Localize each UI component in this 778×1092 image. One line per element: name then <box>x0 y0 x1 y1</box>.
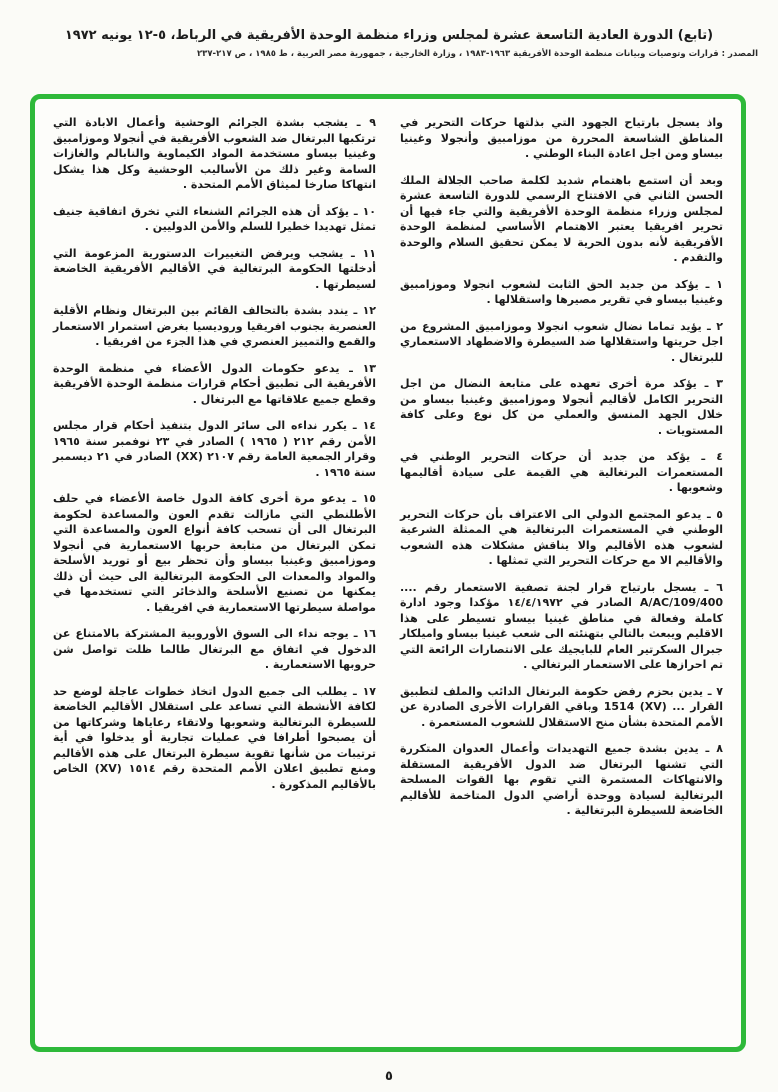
paragraph-item-9: ٩ ـ يشجب بشدة الجرائم الوحشية وأعمال الابادة التي ترتكبها البرتغال ضد الشعوب الأفريقية في أنجولا وموزامبيق وغينيا بيساو مستخدمة المواد الكيماوية والنابالم والغازات السامة وغير ذلك من الأساليب الوحشية وكل هذا يشكل انتهاكا صارخا لميثاق الأمم المتحدة . <box>53 116 376 191</box>
paragraph-intro-1: واذ يسجل بارتياح الجهود التي بذلتها حركات التحرير في المناطق الشاسعة المحررة من موزامبيق وأنجولا وغينيا بيساو ومن اجل اعادة البناء الوطني . <box>400 116 723 160</box>
column-right <box>400 115 723 1035</box>
paragraph-item-16: ١٦ ـ يوجه نداء الى السوق الأوروبية المشتركة بالامتناع عن الدخول في اتفاق مع البرتغال طالما ظلت تواصل شن حروبها الاستعمارية . <box>53 627 376 671</box>
paragraph-item-14: ١٤ ـ يكرر نداءه الى سائر الدول بتنفيذ أحكام قرار مجلس الأمن رقم ٢١٢ ( ١٩٦٥ ) الصادر في ٢٣ نوفمبر سنة ١٩٦٥ وقرار الجمعية العامة رقم ٢١٠٧ ‎(XX)‎ الصادر في ٢١ ديسمبر سنة ١٩٦٥ . <box>53 419 377 479</box>
paragraph-item-11: ١١ ـ يشجب ويرفض التغييرات الدستورية المزعومة التي أدخلتها الحكومة البرتغالية في الأقاليم الأفريقية الخاضعة لسيطرتها . <box>53 246 376 291</box>
paragraph-item-3: ٣ ـ يؤكد مرة أخرى تعهده على متابعة النضال من اجل التحرير الكامل لأقاليم أنجولا وموزامبيق وغينيا بيساو من خلال الجهد المنسق والعملي من كل نوع وعلى كافة المستويات . <box>400 377 723 437</box>
paragraph-item-6: ٦ ـ يسجل بارتياح قرار لجنة تصفية الاستعمار رقم .... A/AC/109/400 الصادر في ١٤/٤/١٩٧٢ مؤكدا وجود ادارة كاملة وفعالة في مناطق غينيا بيساو تسيطر على هذا الاقليم ويبعث بالتالي بتهنئته الى شعب غينيا بيساو واميلكار جبرال السكرتير العام للبايجيك على الانتصارات الرائعة التي تم احرازها على الاستعمار البرتغالي . <box>400 580 723 671</box>
paragraph-item-13: ١٣ ـ يدعو حكومات الدول الأعضاء في منظمة الوحدة الأفريقية الى تطبيق أحكام قرارات منظمة الوحدة الأفريقية وقطع جميع علاقاتها مع البرتغال . <box>53 361 376 406</box>
paragraph-item-17: ١٧ ـ يطلب الى جميع الدول اتخاذ خطوات عاجلة لوضع حد لكافة الأنشطة التي تساعد على استقلال الأقاليم الخاضعة للسيطرة البرتغالية وشعوبها ولاتقاء رعاياها وشركاتها من أن يصبحوا أطرافا في عمليات تجارية أو يدخلوا في أية ترتيبات من شأنها تقوية سيطرة البرتغال على هذه الأقاليم ومنع تطبيق اعلان الأمم المتحدة رقم ١٥١٤ ‎(XV)‎ الخاص بالأقاليم المذكورة . <box>53 684 376 791</box>
paragraph-item-1: ١ ـ يؤكد من جديد الحق الثابت لشعوب انجولا وموزامبيق وغينيا بيساو في تقرير مصيرها واستقلالها . <box>400 277 723 306</box>
source-line: المصدر : قرارات وتوصيات وبيانات منظمة الوحدة الأفريقية ١٩٦٣-١٩٨٣ ، وزارة الخارجية ، جمهورية مصر العربية ، ط ١٩٨٥ ، ص ٢١٧-٢٣٧ <box>196 49 758 59</box>
page-header: (تابع) الدورة العادية التاسعة عشرة لمجلس وزراء منظمة الوحدة الأفريقية في الرباط، ٥-١٢ يونيه ١٩٧٢ <box>64 28 714 43</box>
paragraph-item-5: ٥ ـ يدعو المجتمع الدولي الى الاعتراف بأن حركات التحرير الوطني في المستعمرات البرتغالية هي الممثلة الشرعية لشعوب هذه الأقاليم والا يناقش مشكلات هذه الشعوب والأقاليم الا مع حركات التحرير التي تمثلها . <box>400 507 723 567</box>
paragraph-item-4: ٤ ـ يؤكد من جديد أن حركات التحرير الوطني في المستعمرات البرتغالية هي القيمة على سيادة أقاليمها وشعوبها . <box>400 450 723 494</box>
two-column-layout <box>53 115 723 1035</box>
content-frame <box>30 94 746 1052</box>
paragraph-intro-2: وبعد أن استمع باهتمام شديد لكلمة صاحب الجلالة الملك الحسن الثاني في الافتتاح الرسمي للدورة التاسعة عشرة لمجلس وزراء منظمة الوحدة الأفريقية والتي جاء فيها أن تحرير افريقيا يعتبر الاهتمام الأساسي لمنظمة الوحدة الأفريقية لأنه بدون الحرية لا يمكن تحقيق السلام والوحدة والتقدم . <box>400 173 723 264</box>
paragraph-item-12: ١٢ ـ يندد بشدة بالتحالف القائم بين البرتغال ونظام الأقلية العنصرية بجنوب افريقيا وروديسيا بغرض استمرار الاستعمار والقمع والتمييز العنصري في هذا الجزء من افريقيا . <box>53 304 376 348</box>
paragraph-item-7: ٧ ـ يدين بحزم رفض حكومة البرتغال الدائب والملف لتطبيق القرار ... ‎1514 (XV)‎ وباقي القرارات الأخرى الصادرة عن الأمم المتحدة بشأن منح الاستقلال للشعوب المستعمرة . <box>400 684 723 729</box>
column-left <box>53 115 376 1035</box>
paragraph-item-10: ١٠ ـ يؤكد أن هذه الجرائم الشنعاء التي تخرق اتفاقية جنيف تمثل تهديدا خطيرا للسلم والأمن الدوليين . <box>53 204 376 233</box>
paragraph-item-15: ١٥ ـ يدعو مرة أخرى كافة الدول خاصة الأعضاء في حلف الأطلنطي التي مازالت تقدم العون والمساعدة لحكومة البرتغال الى أن تسحب كافة أنواع العون والمساعدة التي تمكن البرتغال من متابعة حربها الاستعمارية في أنجولا وموزامبيق وغينيا بيساو وأن تحظر بيع أو توريد الأسلحة والمواد والمعدات الى الحكومة البرتغالية الى حيث أن ذلك يمكنها من تصنيع الأسلحة والذخائر التي تستخدمها في مواصلة سيطرتها الاستعمارية في افريقيا . <box>53 492 376 614</box>
paragraph-item-8: ٨ ـ يدين بشدة جميع التهديدات وأعمال العدوان المتكررة التي تشنها البرتغال ضد الدول الأفريقية المستقلة والانتهاكات المستمرة التي تقوم بها القوات المسلحة البرتغالية لسيادة ووحدة أراضي الدول المتاخمة للأقاليم الخاضعة للسيطرة البرتغالية . <box>400 742 723 817</box>
paragraph-item-2: ٢ ـ يؤيد تماما نضال شعوب انجولا وموزامبيق المشروع من اجل حريتها واستقلالها ضد السيطرة والاضطهاد الاستعماري للبرتغال . <box>400 319 723 364</box>
page-number: ٥ <box>385 1069 393 1084</box>
